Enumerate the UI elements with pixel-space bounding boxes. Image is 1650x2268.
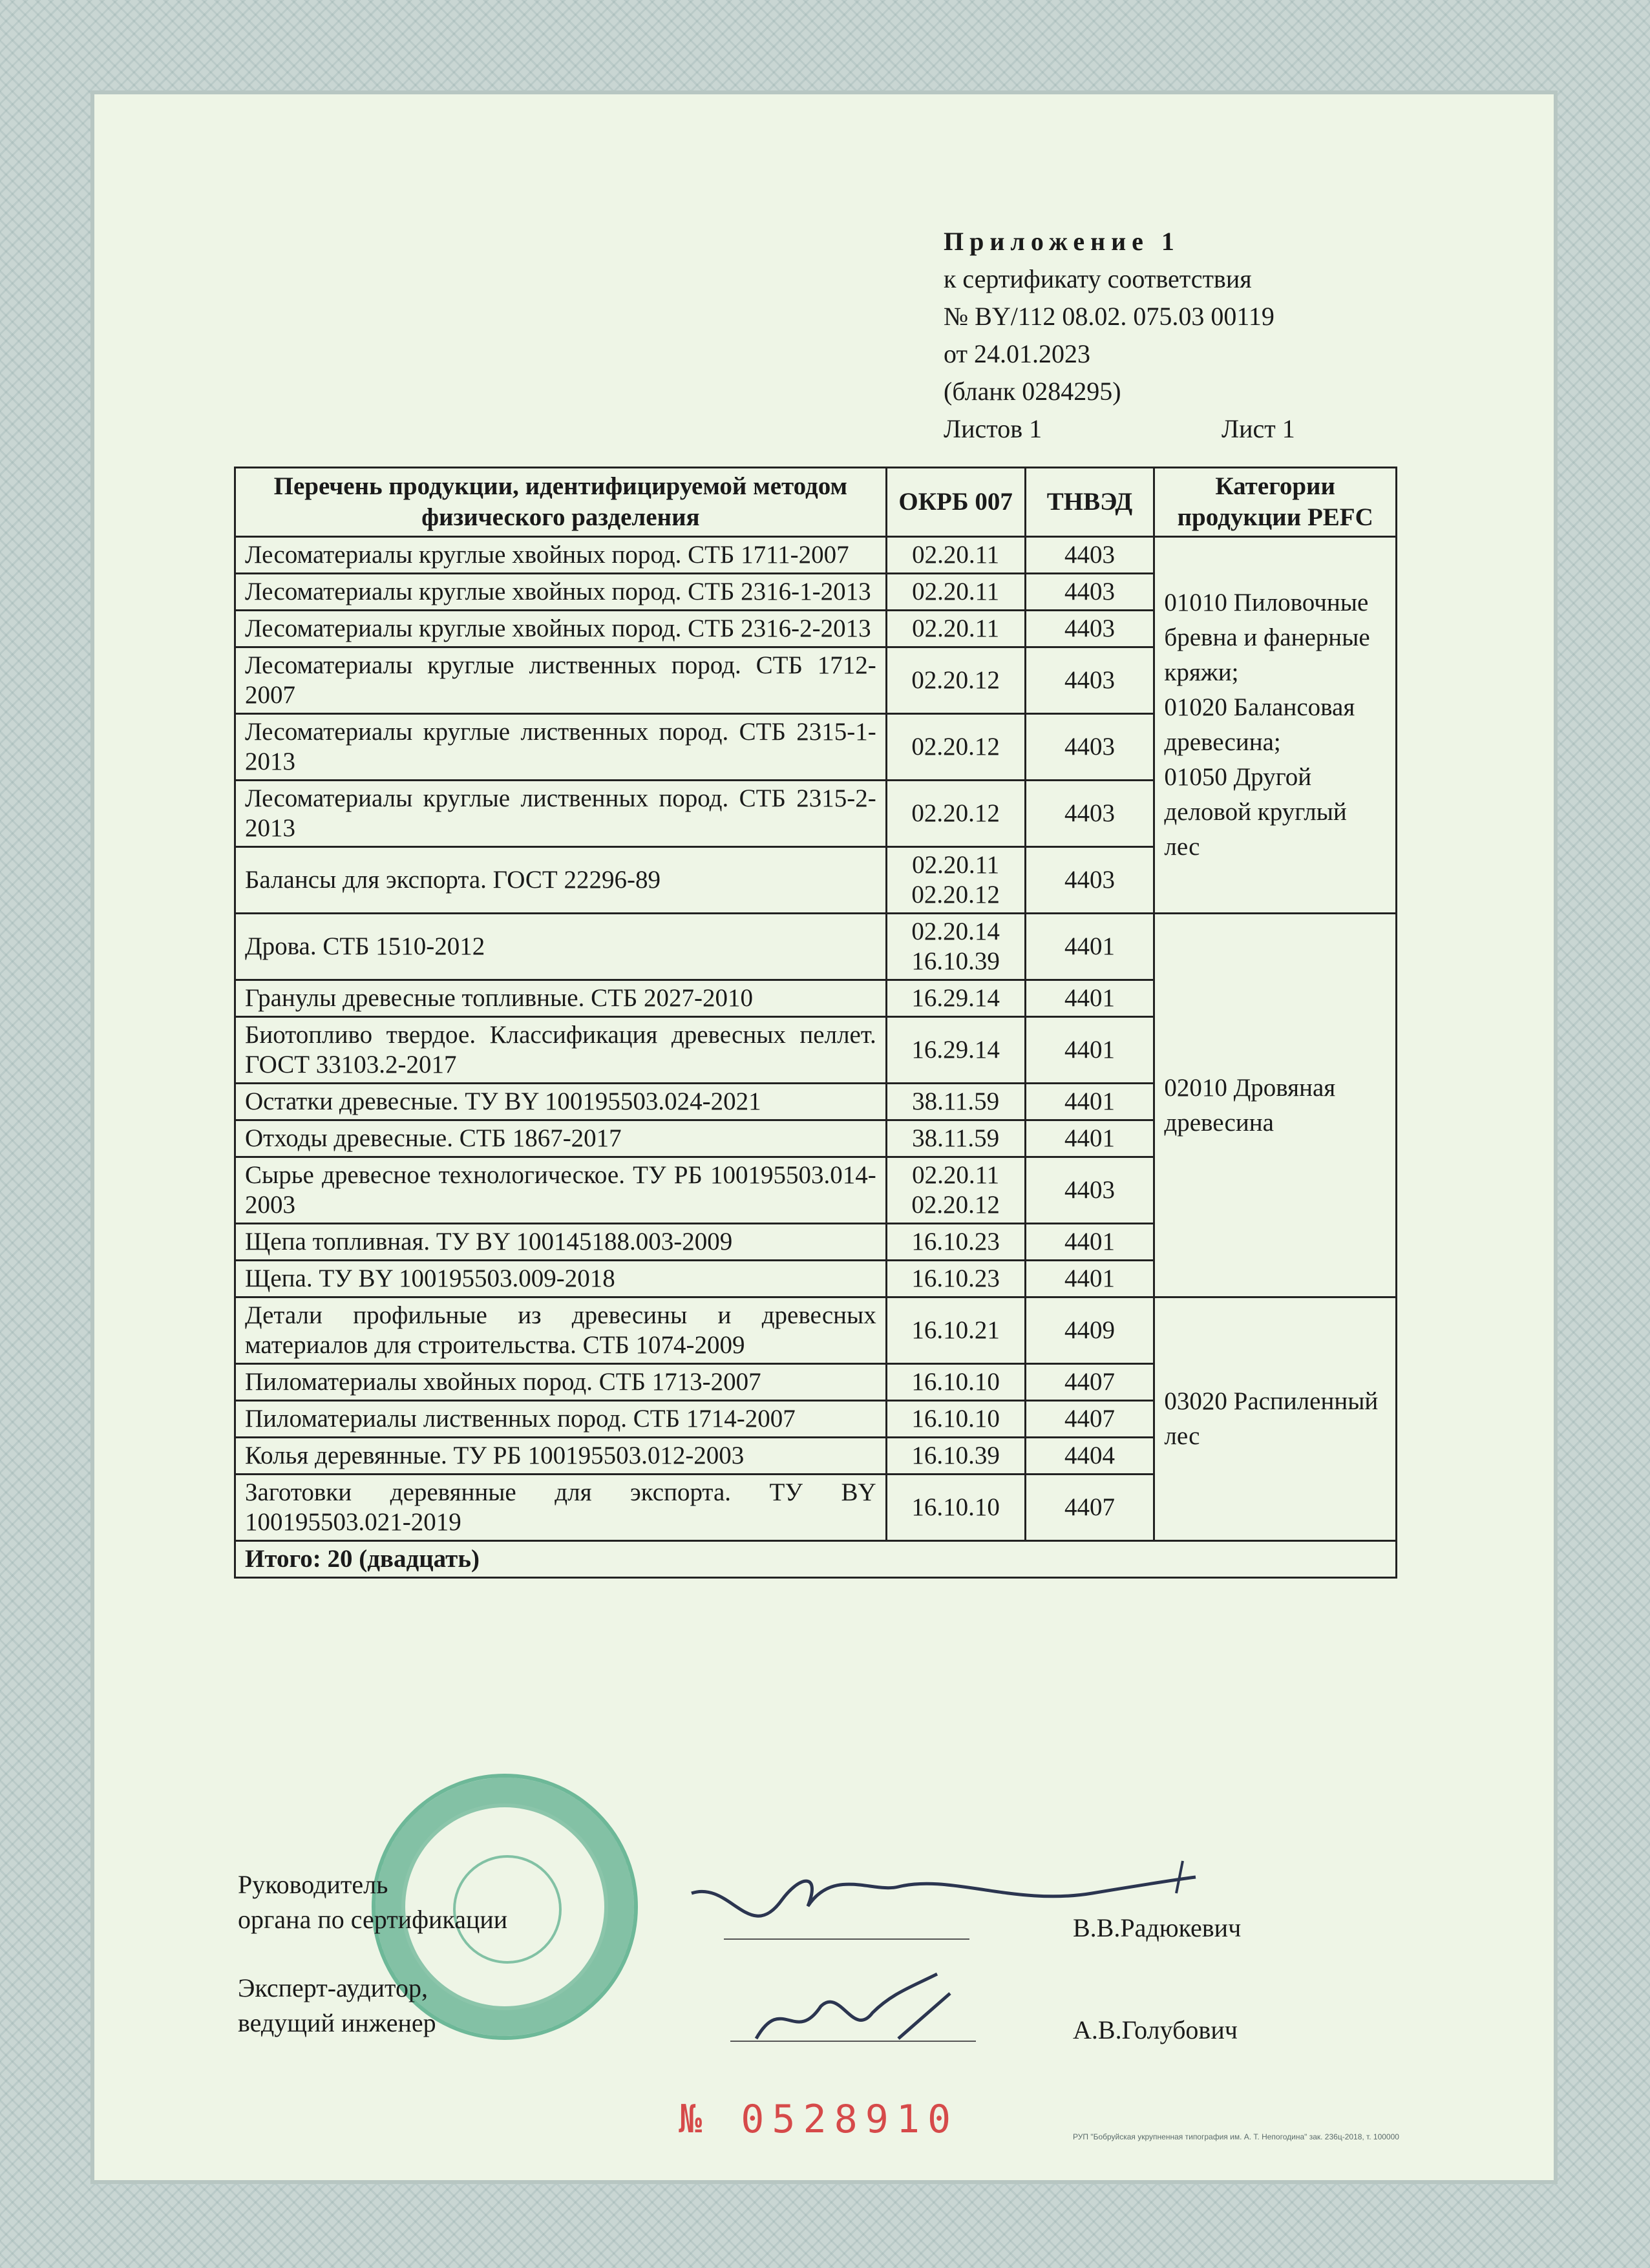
head-signature-line	[724, 1938, 969, 1940]
products-table	[234, 467, 1397, 1579]
tnved-code: 4401	[1025, 1261, 1154, 1297]
product-name: Лесоматериалы круглые лиственных пород. СТБ 1712-2007	[235, 647, 887, 714]
expert-title-line-2: ведущий инженер	[238, 2008, 436, 2037]
blank-reference: (бланк 0284295)	[944, 377, 1121, 406]
product-name: Остатки древесные. ТУ BY 100195503.024-2021	[235, 1084, 887, 1120]
okrb-code: 16.10.23	[886, 1224, 1025, 1261]
table-row	[235, 914, 1397, 980]
expert-signature-label	[238, 1971, 436, 2041]
tnved-code: 4403	[1025, 537, 1154, 574]
tnved-code: 4409	[1025, 1297, 1154, 1364]
product-name: Лесоматериалы круглые хвойных пород. СТБ 2316-2-2013	[235, 611, 887, 647]
tnved-code: 4401	[1025, 914, 1154, 980]
okrb-code: 16.10.39	[911, 947, 1000, 975]
product-name: Балансы для экспорта. ГОСТ 22296-89	[235, 847, 887, 914]
tnved-code: 4401	[1025, 1120, 1154, 1157]
tnved-code: 4404	[1025, 1438, 1154, 1475]
category-line: 01050 Другой деловой круглый лес	[1164, 763, 1347, 861]
okrb-code: 16.10.21	[886, 1297, 1025, 1364]
certificate-number: № BY/112 08.02. 075.03 00119	[944, 302, 1275, 331]
product-name: Щепа топливная. ТУ BY 100145188.003-2009	[235, 1224, 887, 1261]
product-name: Лесоматериалы круглые хвойных пород. СТБ 2316-1-2013	[235, 574, 887, 611]
table-row	[235, 1297, 1397, 1364]
product-name: Гранулы древесные топливные. СТБ 2027-2010	[235, 980, 887, 1017]
product-name: Биотопливо твердое. Классификация древесных пеллет. ГОСТ 33103.2-2017	[235, 1017, 887, 1084]
expert-signature-line	[730, 2041, 976, 2042]
okrb-code: 02.20.11	[912, 1161, 1000, 1189]
category-line: 01020 Балансовая древесина;	[1164, 693, 1355, 756]
tnved-code: 4403	[1025, 1157, 1154, 1224]
head-title-line-1: Руководитель	[238, 1870, 388, 1899]
product-name: Пиломатериалы лиственных пород. СТБ 1714-2007	[235, 1401, 887, 1438]
okrb-code: 02.20.12	[911, 1191, 1000, 1219]
okrb-code: 16.10.23	[886, 1261, 1025, 1297]
okrb-code: 16.10.10	[886, 1364, 1025, 1401]
sheet-number: Лист 1	[1222, 414, 1295, 443]
head-name: В.В.Радюкевич	[1073, 1913, 1242, 1942]
okrb-code: 02.20.12	[886, 781, 1025, 847]
certificate-date: от 24.01.2023	[944, 339, 1090, 368]
appendix-title: Приложение 1	[944, 227, 1180, 256]
okrb-code: 02.20.14	[911, 918, 1000, 945]
okrb-code: 16.29.14	[886, 980, 1025, 1017]
tnved-code: 4401	[1025, 1017, 1154, 1084]
category-line: 01010 Пиловочные бревна и фанерные кряжи;	[1164, 589, 1370, 686]
okrb-code: 16.10.39	[886, 1438, 1025, 1475]
header-pefc-category: Категории продукции PEFC	[1154, 468, 1397, 537]
product-name: Щепа. ТУ BY 100195503.009-2018	[235, 1261, 887, 1297]
head-signature-label	[238, 1867, 507, 1937]
okrb-code: 38.11.59	[886, 1084, 1025, 1120]
okrb-code: 16.29.14	[886, 1017, 1025, 1084]
head-title-line-2: органа по сертификации	[238, 1905, 508, 1934]
tnved-code: 4403	[1025, 574, 1154, 611]
table-total-row	[235, 1541, 1397, 1578]
pefc-category-sawn-wood	[1154, 1297, 1397, 1541]
expert-signature-icon	[743, 1968, 976, 2058]
tnved-code: 4401	[1025, 1084, 1154, 1120]
okrb-code: 16.10.10	[886, 1401, 1025, 1438]
appendix-line-1: к сертификату соответствия	[944, 264, 1252, 293]
header-tnved: ТНВЭД	[1025, 468, 1154, 537]
sheet-info	[944, 410, 1295, 448]
pefc-category-roundwood	[1154, 537, 1397, 914]
blank-serial-number: № 0528910	[679, 2097, 959, 2142]
product-name: Отходы древесные. СТБ 1867-2017	[235, 1120, 887, 1157]
total-count: Итого: 20 (двадцать)	[235, 1541, 1397, 1578]
table-header-row	[235, 468, 1397, 537]
okrb-code: 02.20.11	[886, 574, 1025, 611]
pefc-category-fuelwood	[1154, 914, 1397, 1297]
tnved-code: 4407	[1025, 1475, 1154, 1541]
appendix-header	[944, 223, 1295, 448]
okrb-code: 02.20.11	[912, 851, 1000, 879]
product-name: Дрова. СТБ 1510-2012	[235, 914, 887, 980]
product-name: Лесоматериалы круглые лиственных пород. СТБ 2315-1-2013	[235, 714, 887, 781]
okrb-code: 02.20.11	[886, 537, 1025, 574]
expert-name: А.В.Голубович	[1073, 2015, 1238, 2044]
expert-title-line-1: Эксперт-аудитор,	[238, 1973, 428, 2002]
tnved-code: 4403	[1025, 611, 1154, 647]
okrb-code: 02.20.12	[911, 881, 1000, 908]
tnved-code: 4403	[1025, 847, 1154, 914]
category-line: 03020 Распиленный лес	[1164, 1387, 1379, 1450]
tnved-code: 4401	[1025, 1224, 1154, 1261]
tnved-code: 4403	[1025, 714, 1154, 781]
table-row	[235, 537, 1397, 574]
okrb-code: 38.11.59	[886, 1120, 1025, 1157]
product-name: Лесоматериалы круглые хвойных пород. СТБ 1711-2007	[235, 537, 887, 574]
tnved-code: 4403	[1025, 647, 1154, 714]
tnved-code: 4403	[1025, 781, 1154, 847]
product-name: Детали профильные из древесины и древесных материалов для строительства. СТБ 1074-2009	[235, 1297, 887, 1364]
category-line: 02010 Дровяная древесина	[1164, 1073, 1336, 1137]
tnved-code: 4407	[1025, 1364, 1154, 1401]
header-okrb: ОКРБ 007	[886, 468, 1025, 537]
product-name: Сырье древесное технологическое. ТУ РБ 100195503.014-2003	[235, 1157, 887, 1224]
okrb-codes	[886, 1157, 1025, 1224]
product-name: Пиломатериалы хвойных пород. СТБ 1713-2007	[235, 1364, 887, 1401]
product-name: Колья деревянные. ТУ РБ 100195503.012-2003	[235, 1438, 887, 1475]
tnved-code: 4401	[1025, 980, 1154, 1017]
okrb-code: 02.20.12	[886, 714, 1025, 781]
printer-imprint: РУП "Бобруйская укрупненная типография им. А. Т. Непогодина" зак. 236ц-2018, т. 100000	[1073, 2132, 1399, 2141]
okrb-codes	[886, 914, 1025, 980]
product-name: Заготовки деревянные для экспорта. ТУ BY 100195503.021-2019	[235, 1475, 887, 1541]
tnved-code: 4407	[1025, 1401, 1154, 1438]
okrb-code: 02.20.11	[886, 611, 1025, 647]
sheets-count: Листов 1	[944, 414, 1042, 443]
header-products: Перечень продукции, идентифицируемой методом физического разделения	[235, 468, 887, 537]
product-name: Лесоматериалы круглые лиственных пород. СТБ 2315-2-2013	[235, 781, 887, 847]
okrb-codes	[886, 847, 1025, 914]
okrb-code: 16.10.10	[886, 1475, 1025, 1541]
okrb-code: 02.20.12	[886, 647, 1025, 714]
